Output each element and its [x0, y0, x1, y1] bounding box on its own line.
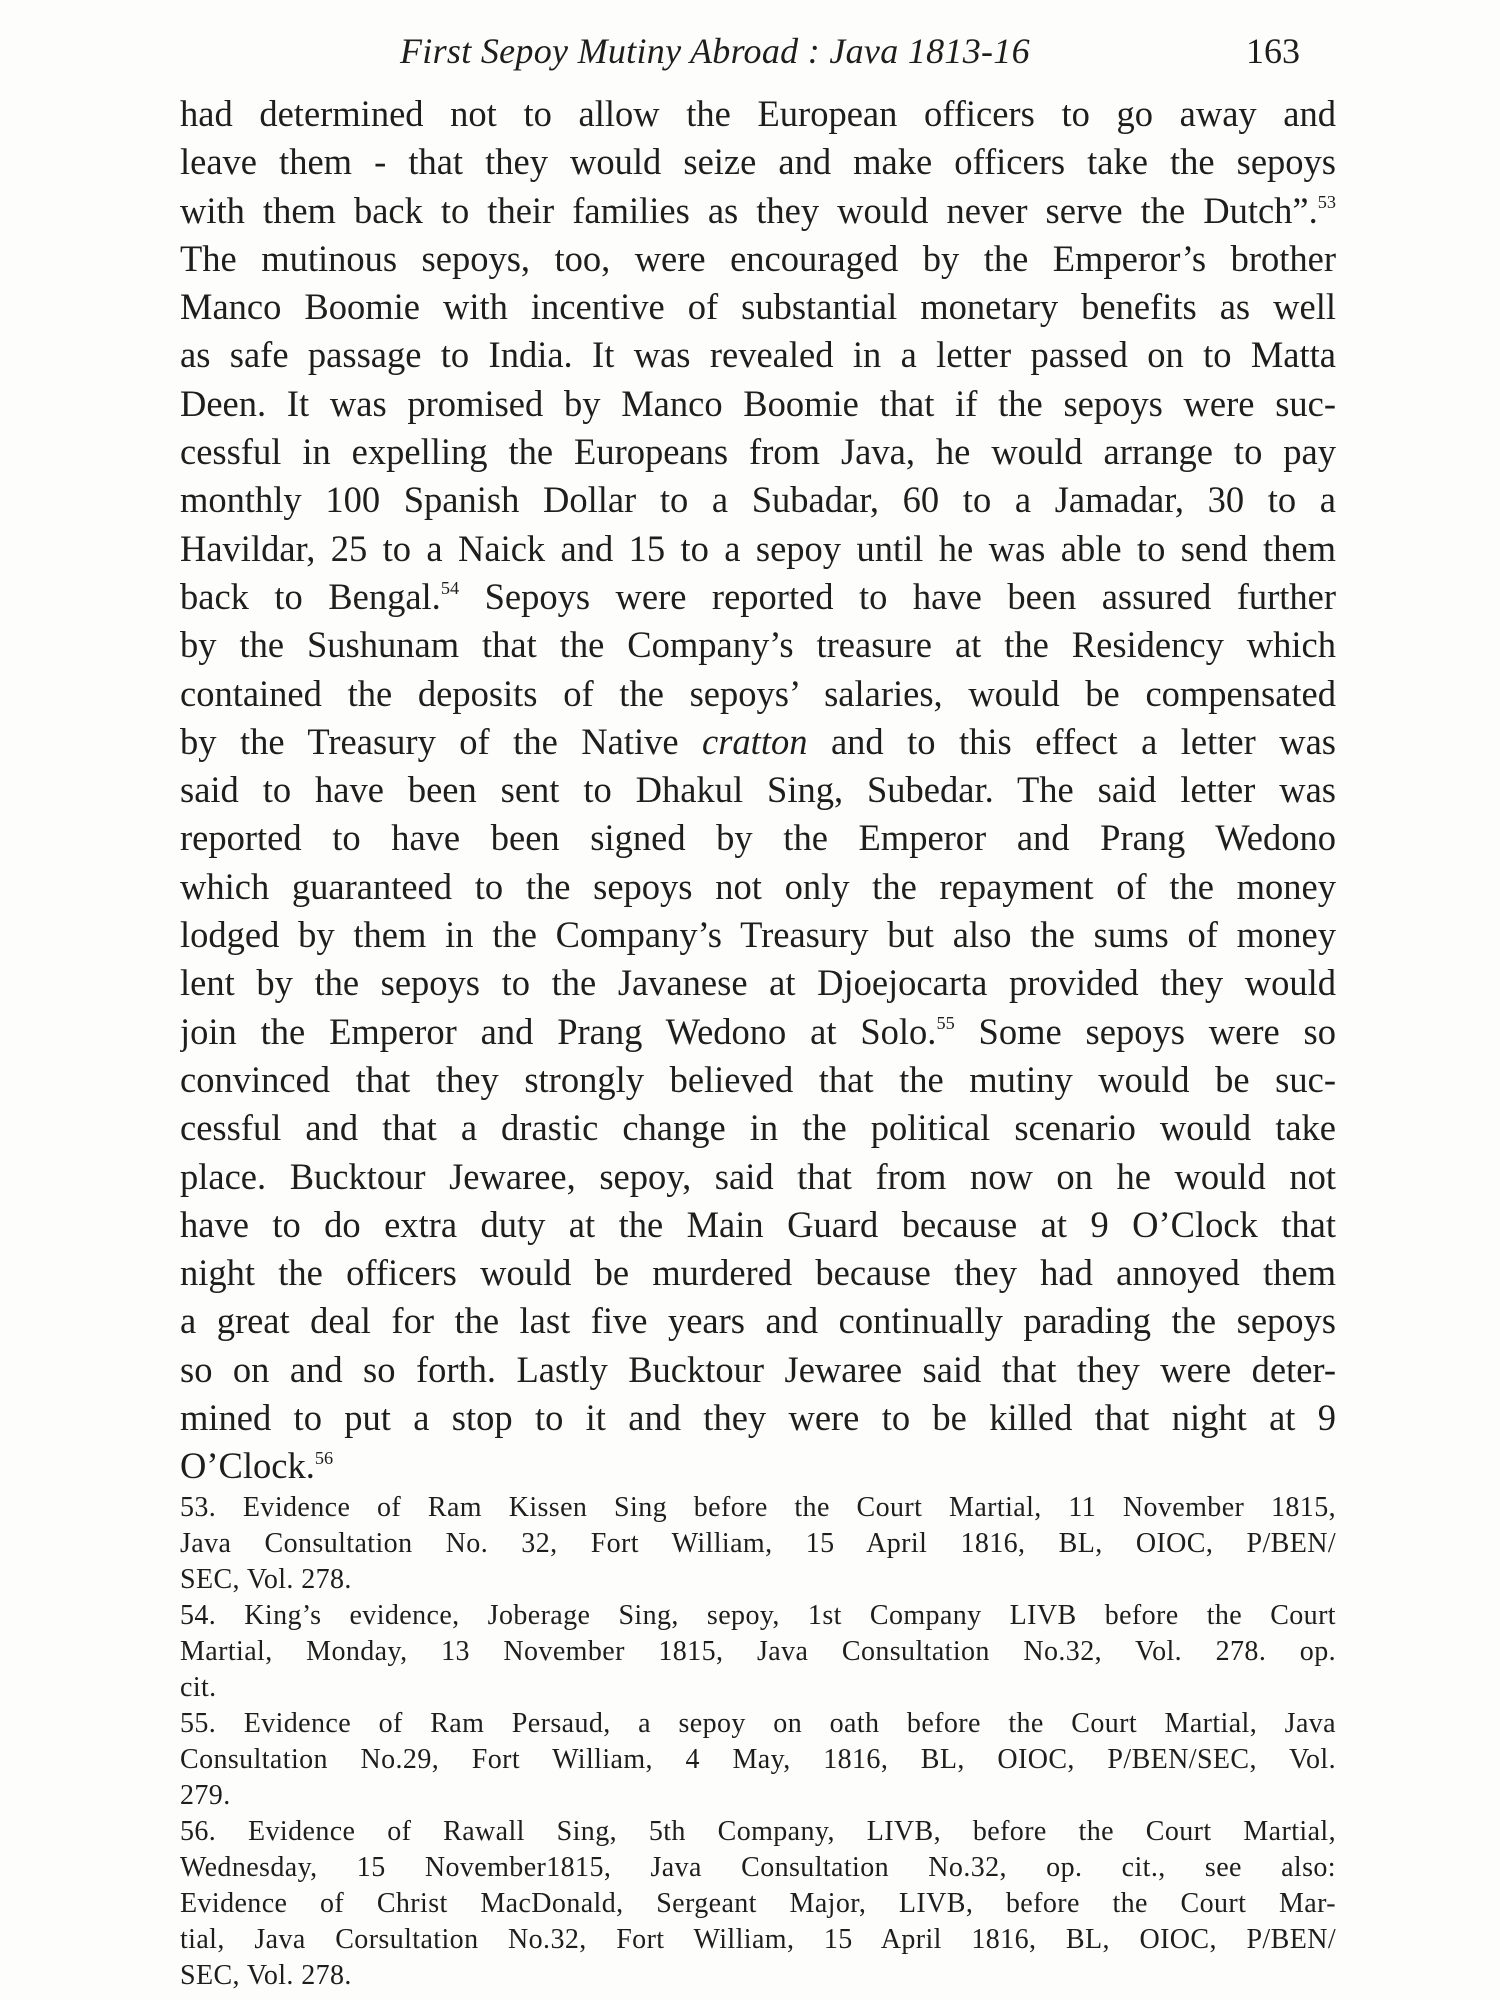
footnotes [180, 1490, 1336, 1994]
body-line [180, 283, 1336, 331]
footnote-line: Consultation No.29, Fort William, 4 May, 1816, BL, OIOC, P/BEN/SEC, Vol. [180, 1744, 1336, 1775]
footnote-line: 54. King’s evidence, Joberage Sing, sepoy, 1st Company LIVB before the Court [180, 1600, 1336, 1631]
body-line [180, 428, 1336, 476]
footnote-line: Wednesday, 15 November1815, Java Consultation No.32, op. cit., see also: [180, 1852, 1336, 1883]
body-line [180, 1297, 1336, 1345]
body-line [180, 1153, 1336, 1201]
text-run: mined to put a stop to it and they were to be killed that night at 9 [180, 1397, 1336, 1439]
text-run: a great deal for the last five years and continually parading the sepoys [180, 1300, 1336, 1342]
running-title: First Sepoy Mutiny Abroad : Java 1813-16 [400, 31, 1030, 71]
body-line [180, 1056, 1336, 1104]
text-run: night the officers would be murdered because they had annoyed them [180, 1252, 1336, 1294]
footnote-reference: 54 [440, 578, 460, 599]
text-run: join the Emperor and Prang Wedono at Solo. [180, 1010, 937, 1052]
text-run: had determined not to allow the European officers to go away and [180, 93, 1336, 134]
text-run: as safe passage to India. It was revealed in a letter passed on to Matta [180, 334, 1336, 376]
text-run: Some sepoys were so [954, 1010, 1336, 1052]
text-run: Deen. It was promised by Manco Boomie that if the sepoys were suc- [180, 382, 1336, 424]
body-line [180, 573, 1336, 621]
footnote [180, 1598, 1336, 1706]
body-line [180, 621, 1336, 669]
italic-term: cratton [702, 720, 808, 762]
footnote [180, 1706, 1336, 1814]
text-run: cessful in expelling the Europeans from Java, he would arrange to pay [180, 431, 1336, 473]
footnote-line: Martial, Monday, 13 November 1815, Java Consultation No.32, Vol. 278. op. [180, 1636, 1336, 1667]
text-run: lent by the sepoys to the Javanese at Djoejocarta provided they would [180, 962, 1336, 1004]
text-run: O’Clock. [180, 1445, 315, 1487]
text-run: back to Bengal. [180, 575, 441, 617]
text-run: by the Sushunam that the Company’s treasure at the Residency which [180, 624, 1336, 666]
body-line [180, 959, 1336, 1007]
footnote-line: Evidence of Christ MacDonald, Sergeant Major, LIVB, before the Court Mar- [180, 1888, 1336, 1919]
body-line [180, 1201, 1336, 1249]
text-run: convinced that they strongly believed that the mutiny would be suc- [180, 1058, 1336, 1100]
text-run: by the Treasury of the Native [180, 720, 703, 762]
footnote-reference: 53 [1317, 192, 1336, 212]
footnote [180, 1490, 1336, 1598]
footnote-line: SEC, Vol. 278. [180, 1960, 352, 1991]
text-run: reported to have been signed by the Emperor and Prang Wedono [180, 817, 1336, 859]
footnote-line: cit. [180, 1672, 217, 1703]
body-line [180, 1442, 1336, 1490]
footnote-line: tial, Java Corsultation No.32, Fort William, 15 April 1816, BL, OIOC, P/BEN/ [180, 1924, 1336, 1955]
text-run: contained the deposits of the sepoys’ salaries, would be compensated [180, 672, 1336, 714]
body-line [180, 718, 1336, 766]
body-line [180, 187, 1336, 235]
text-run: cessful and that a drastic change in the political scenario would take [180, 1107, 1336, 1149]
page-number: 163 [1246, 31, 1300, 71]
text-run: Sepoys were reported to have been assured further [459, 575, 1336, 617]
body-line [180, 766, 1336, 814]
footnote-line: 279. [180, 1780, 231, 1811]
footnote-reference: 55 [936, 1013, 955, 1034]
footnote [180, 1814, 1336, 1994]
body-line [180, 1008, 1336, 1056]
body-line [180, 525, 1336, 573]
text-run: with them back to their families as they would never serve the Dutch”. [180, 189, 1318, 231]
body-line [180, 235, 1336, 283]
footnote-line: 53. Evidence of Ram Kissen Sing before the Court Martial, 11 November 1815, [180, 1492, 1336, 1523]
text-run: and to this effect a letter was [807, 720, 1336, 762]
footnote-line: Java Consultation No. 32, Fort William, 15 April 1816, BL, OIOC, P/BEN/ [180, 1528, 1336, 1559]
text-run: which guaranteed to the sepoys not only the repayment of the money [180, 865, 1336, 907]
body-line [180, 1394, 1336, 1442]
body-line [180, 911, 1336, 959]
body-text [180, 90, 1336, 1491]
footnote-reference: 56 [314, 1447, 334, 1468]
text-run: so on and so forth. Lastly Bucktour Jewaree said that they were deter- [180, 1348, 1336, 1390]
body-line [180, 814, 1336, 862]
body-line [180, 1104, 1336, 1152]
body-line [180, 1249, 1336, 1297]
body-line [180, 670, 1336, 718]
body-line [180, 1346, 1336, 1394]
text-run: said to have been sent to Dhakul Sing, Subedar. The said letter was [180, 769, 1336, 811]
text-run: Havildar, 25 to a Naick and 15 to a sepoy until he was able to send them [180, 527, 1336, 569]
text-run: place. Bucktour Jewaree, sepoy, said that from now on he would not [180, 1155, 1336, 1197]
text-run: Manco Boomie with incentive of substantial monetary benefits as well [180, 286, 1336, 328]
running-header [400, 30, 1300, 80]
text-run: The mutinous sepoys, too, were encouraged by the Emperor’s brother [180, 237, 1336, 279]
text-run: have to do extra duty at the Main Guard because at 9 O’Clock that [180, 1203, 1336, 1245]
body-line [180, 138, 1336, 186]
text-run: leave them - that they would seize and make officers take the sepoys [180, 141, 1336, 183]
footnote-line: SEC, Vol. 278. [180, 1564, 352, 1595]
body-line [180, 380, 1336, 428]
body-line [180, 863, 1336, 911]
text-run: lodged by them in the Company’s Treasury but also the sums of money [180, 914, 1336, 956]
body-line [180, 476, 1336, 524]
footnote-line: 56. Evidence of Rawall Sing, 5th Company, LIVB, before the Court Martial, [180, 1816, 1336, 1847]
body-line [180, 90, 1336, 138]
text-run: monthly 100 Spanish Dollar to a Subadar, 60 to a Jamadar, 30 to a [180, 479, 1336, 521]
body-line [180, 331, 1336, 379]
footnote-line: 55. Evidence of Ram Persaud, a sepoy on oath before the Court Martial, Java [180, 1708, 1336, 1739]
